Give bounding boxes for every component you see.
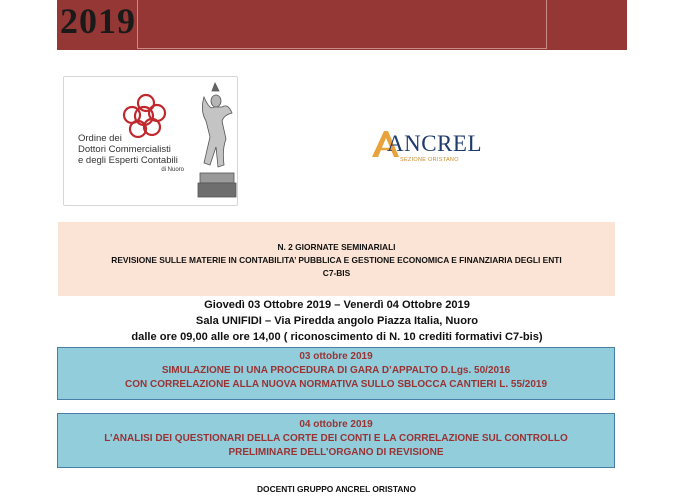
event-location: Sala UNIFIDI – Via Piredda angolo Piazza Italia, Nuoro [195, 315, 479, 327]
odc-line-2: Dottori Commercialisti [78, 144, 171, 155]
session-1-date: 03 ottobre 2019 [299, 351, 373, 362]
year-title: 2019 [60, 1, 136, 41]
session-box-2 [57, 413, 615, 468]
announcement-box [58, 222, 615, 296]
odc-text-block [78, 133, 188, 174]
ancrel-subtitle: SEZIONE ORISTANO [400, 157, 459, 163]
odc-nuoro-logo [63, 76, 238, 206]
announcement-line-3: C7-BIS [322, 268, 351, 278]
session-2-line-1: L’ANALISI DEI QUESTIONARI DELLA CORTE DEI CONTI E LA CORRELAZIONE SUL CONTROLLO [104, 433, 568, 444]
odc-line-4: di Nuoro [161, 167, 184, 173]
announcement-line-2: REVISIONE SULLE MATERIE IN CONTABILITA’ PUBBLICA E GESTIONE ECONOMICA E FINANZIARIA DEGLI ENTI [111, 255, 562, 265]
event-hours: dalle ore 09,00 alle ore 14,00 ( riconoscimento di N. 10 crediti formativi C7-bis) [131, 331, 543, 343]
session-2-date: 04 ottobre 2019 [299, 419, 373, 430]
session-1-line-1: SIMULAZIONE DI UNA PROCEDURA DI GARA D’APPALTO D.Lgs. 50/2016 [161, 365, 511, 376]
session-2-line-2: PRELIMINARE DELL’ORGANO DI REVISIONE [228, 447, 444, 458]
footer-docenti: DOCENTI GRUPPO ANCREL ORISTANO [257, 484, 416, 494]
odc-line-3: e degli Esperti Contabili [78, 155, 178, 166]
event-dates: Giovedì 03 Ottobre 2019 – Venerdì 04 Ottobre 2019 [204, 299, 470, 311]
banner-frame [137, 0, 547, 49]
event-info [57, 297, 617, 345]
odc-line-1: Ordine dei [78, 133, 122, 144]
ancrel-logo [370, 127, 500, 167]
ancrel-name: ANCREL [387, 131, 482, 156]
session-box-1 [57, 347, 615, 400]
session-1-line-2: CON CORRELAZIONE ALLA NUOVA NORMATIVA SULLO SBLOCCA CANTIERI L. 55/2019 [124, 379, 548, 390]
header-banner [57, 0, 627, 50]
announcement-line-1: N. 2 GIORNATE SEMINARIALI [277, 242, 396, 252]
